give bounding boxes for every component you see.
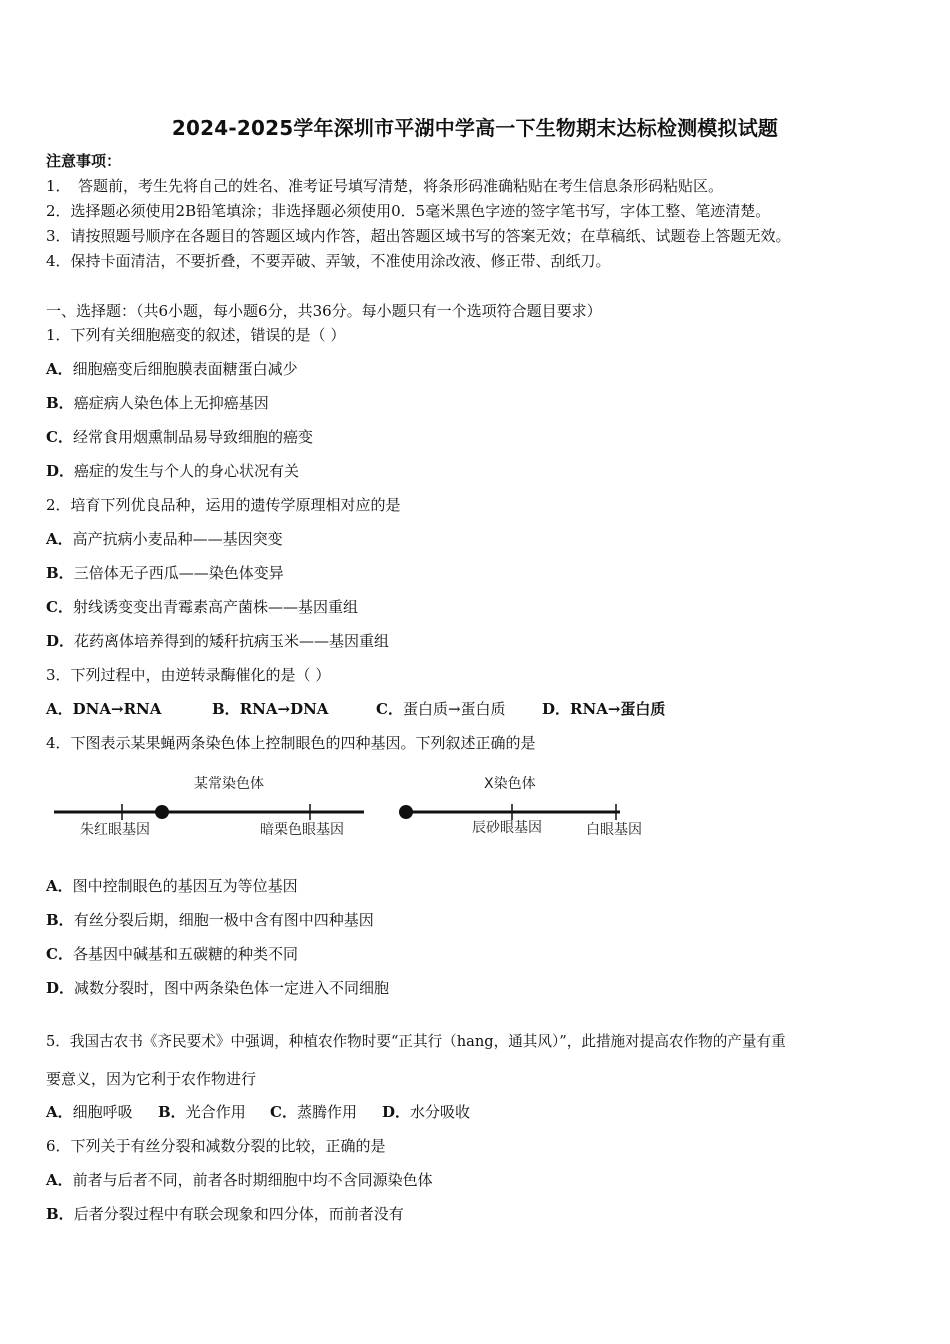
autosome-centromere	[155, 805, 169, 819]
question-5-stem-line-1: 5．我国古农书《齐民要术》中强调，种植农作物时要“正其行（hang，通其风）”，此措施对提高农作物的产量有重	[46, 1033, 786, 1050]
question-5-option-c: C．蒸腾作用	[270, 1103, 357, 1121]
question-2-option-a: A．高产抗病小麦品种——基因突变	[46, 530, 283, 548]
autosome-title: 某常染色体	[194, 776, 264, 792]
question-2-option-c: C．射线诱变变出青霉素高产菌株——基因重组	[46, 598, 358, 616]
question-5-options	[46, 1102, 470, 1122]
gene-label-cinnabar-dark: 暗栗色眼基因	[260, 822, 344, 838]
notice-item-1: 1． 答题前，考生先将自己的姓名、准考证号填写清楚，将条形码准确粘贴在考生信息条形码粘贴区。	[46, 177, 724, 195]
question-3-option-d: D．RNA→蛋白质	[542, 700, 666, 718]
question-3-stem: 3．下列过程中，由逆转录酶催化的是（ ）	[46, 666, 331, 684]
notice-item-2: 2．选择题必须使用2B铅笔填涂；非选择题必须使用0．5毫米黑色字迹的签字笔书写，字体工整、笔迹清楚。	[46, 202, 771, 220]
question-3-option-c: C．蛋白质→蛋白质	[376, 700, 506, 718]
question-6-option-b: B．后者分裂过程中有联会现象和四分体，而前者没有	[46, 1205, 404, 1223]
question-5-option-b: B．光合作用	[158, 1103, 246, 1121]
gene-label-cinnabar: 辰砂眼基因	[472, 820, 542, 836]
question-3-option-a: A．DNA→RNA	[46, 700, 162, 718]
notice-item-4: 4．保持卡面清洁，不要折叠，不要弄破、弄皱，不准使用涂改液、修正带、刮纸刀。	[46, 252, 611, 270]
question-6-stem: 6．下列关于有丝分裂和减数分裂的比较，正确的是	[46, 1137, 386, 1155]
question-1-option-c: C．经常食用烟熏制品易导致细胞的癌变	[46, 428, 313, 446]
question-1-option-d: D．癌症的发生与个人的身心状况有关	[46, 462, 300, 480]
section-heading: 一、选择题：（共6小题，每小题6分，共36分。每小题只有一个选项符合题目要求）	[46, 302, 602, 320]
question-4-option-c: C．各基因中碱基和五碳糖的种类不同	[46, 945, 298, 963]
question-4-option-b: B．有丝分裂后期，细胞一极中含有图中四种基因	[46, 911, 374, 929]
question-4-stem: 4．下图表示某果蝇两条染色体上控制眼色的四种基因。下列叙述正确的是	[46, 734, 536, 752]
gene-label-white-eye: 白眼基因	[586, 822, 642, 838]
question-3-options	[46, 699, 665, 719]
question-1-option-b: B．癌症病人染色体上无抑癌基因	[46, 394, 269, 412]
question-4-option-d: D．减数分裂时，图中两条染色体一定进入不同细胞	[46, 979, 390, 997]
question-5-option-d: D．水分吸收	[382, 1103, 471, 1121]
notice-heading: 注意事项：	[46, 152, 122, 170]
question-6-option-a: A．前者与后者不同，前者各时期细胞中均不含同源染色体	[46, 1171, 433, 1189]
question-2-option-d: D．花药离体培养得到的矮秆抗病玉米——基因重组	[46, 632, 390, 650]
question-5-stem-line-2: 要意义，因为它利于农作物进行	[46, 1070, 257, 1088]
exam-title: 2024-2025学年深圳市平湖中学高一下生物期末达标检测模拟试题	[171, 116, 779, 140]
question-1-stem: 1．下列有关细胞癌变的叙述，错误的是（ ）	[46, 326, 346, 344]
question-2-stem: 2．培育下列优良品种，运用的遗传学原理相对应的是	[46, 496, 401, 514]
notice-item-3: 3．请按照题号顺序在各题目的答题区域内作答，超出答题区域书写的答案无效；在草稿纸、试题卷上答题无效。	[46, 227, 791, 245]
x-chromosome-title: X染色体	[484, 776, 536, 792]
question-2-option-b: B．三倍体无子西瓜——染色体变异	[46, 564, 284, 582]
gene-label-vermilion: 朱红眼基因	[80, 822, 150, 838]
question-1-option-a: A．细胞癌变后细胞膜表面糖蛋白减少	[46, 360, 298, 378]
chromosome-diagram	[46, 768, 666, 848]
question-4-option-a: A．图中控制眼色的基因互为等位基因	[46, 877, 298, 895]
question-3-option-b: B．RNA→DNA	[212, 700, 329, 718]
question-5-option-a: A．细胞呼吸	[46, 1103, 133, 1121]
